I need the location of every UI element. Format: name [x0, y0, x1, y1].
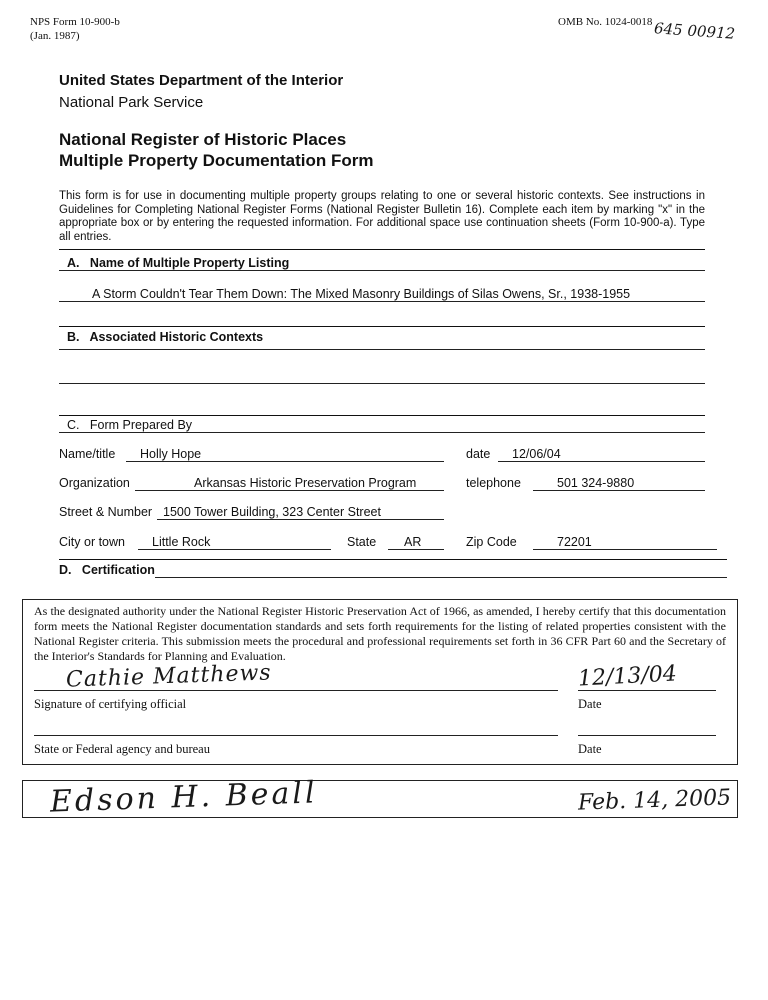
- field-underline: [157, 519, 444, 520]
- field-underline: [59, 349, 705, 350]
- form-date: (Jan. 1987): [30, 30, 80, 42]
- name-title-label: Name/title: [59, 447, 116, 461]
- date-underline: [578, 735, 716, 736]
- form-title-line2: Multiple Property Documentation Form: [59, 151, 374, 170]
- section-b-heading: B. Associated Historic Contexts: [67, 330, 264, 344]
- agency-underline: [34, 735, 558, 736]
- divider: [155, 577, 727, 578]
- organization-label: Organization: [59, 476, 130, 490]
- form-number: NPS Form 10-900-b: [30, 16, 120, 28]
- signature-underline: [34, 690, 558, 691]
- certification-statement: As the designated authority under the National Register Historic Preservation Act of 1966, as amended, I hereby certify that this documentation form meets the National Register documentation standards and sets forth requirements for the listing of related properties consistent with the National Register criteria. This submission meets the procedural and professional requirements set forth in 36 CFR Part 60 and the Secretary of the Interior's Standards for Planning and Evaluation.: [34, 604, 726, 663]
- divider: [59, 249, 705, 250]
- telephone-label: telephone: [466, 476, 521, 490]
- section-a-heading: A. Name of Multiple Property Listing: [67, 256, 290, 270]
- field-underline: [533, 549, 717, 550]
- city-value[interactable]: Little Rock: [152, 535, 211, 549]
- intro-instructions: This form is for use in documenting multiple property groups relating to one or several historic contexts. See instructions in Guidelines for Completing National Register Forms (National Register Bulletin 16). Complete each item by marking "x" in the appropriate box or by entering the requested information. For additional space use continuation sheets (Form 10-900-a). Type all entries.: [59, 190, 705, 243]
- field-underline: [498, 461, 705, 462]
- property-listing-name[interactable]: A Storm Couldn't Tear Them Down: The Mixed Masonry Buildings of Silas Owens, Sr., 1938-1955: [92, 287, 631, 301]
- name-title-value[interactable]: Holly Hope: [140, 447, 202, 461]
- date-value[interactable]: 12/06/04: [512, 447, 561, 461]
- certifying-official-signature: Cathie Matthews: [65, 660, 273, 693]
- form-title-line1: National Register of Historic Places: [59, 130, 347, 149]
- date-label-2: Date: [578, 742, 602, 756]
- organization-value[interactable]: Arkansas Historic Preservation Program: [194, 476, 417, 490]
- zip-label: Zip Code: [466, 535, 517, 549]
- omb-number: OMB No. 1024-0018: [558, 16, 653, 28]
- department-name: United States Department of the Interior: [59, 72, 344, 89]
- city-label: City or town: [59, 535, 125, 549]
- zip-value[interactable]: 72201: [557, 535, 592, 549]
- telephone-value[interactable]: 501 324-9880: [557, 476, 635, 490]
- section-c-heading: C. Form Prepared By: [67, 418, 193, 432]
- approval-date-handwritten: Feb. 14, 2005: [577, 785, 732, 816]
- street-value[interactable]: 1500 Tower Building, 323 Center Street: [163, 505, 381, 519]
- divider: [59, 270, 705, 271]
- divider: [59, 415, 705, 416]
- certification-date-handwritten: 12/13/04: [577, 661, 678, 692]
- field-underline: [388, 549, 444, 550]
- divider: [59, 326, 705, 327]
- field-underline: [135, 490, 444, 491]
- field-underline: [138, 549, 331, 550]
- field-underline: [533, 490, 705, 491]
- agency-label: State or Federal agency and bureau: [34, 742, 210, 756]
- field-underline: [59, 383, 705, 384]
- date-label-1: Date: [578, 697, 602, 711]
- date-underline: [578, 690, 716, 691]
- handwritten-reference: 645 00912: [653, 19, 736, 43]
- section-d-heading: D. Certification: [59, 563, 155, 577]
- state-value[interactable]: AR: [404, 535, 422, 549]
- signature-label: Signature of certifying official: [34, 697, 187, 711]
- service-name: National Park Service: [59, 94, 204, 111]
- approval-signature: Edson H. Beall: [49, 775, 319, 820]
- divider: [59, 432, 705, 433]
- street-label: Street & Number: [59, 505, 153, 519]
- divider: [59, 559, 727, 560]
- state-label: State: [347, 535, 377, 549]
- field-underline: [59, 301, 705, 302]
- date-label: date: [466, 447, 491, 461]
- field-underline: [126, 461, 444, 462]
